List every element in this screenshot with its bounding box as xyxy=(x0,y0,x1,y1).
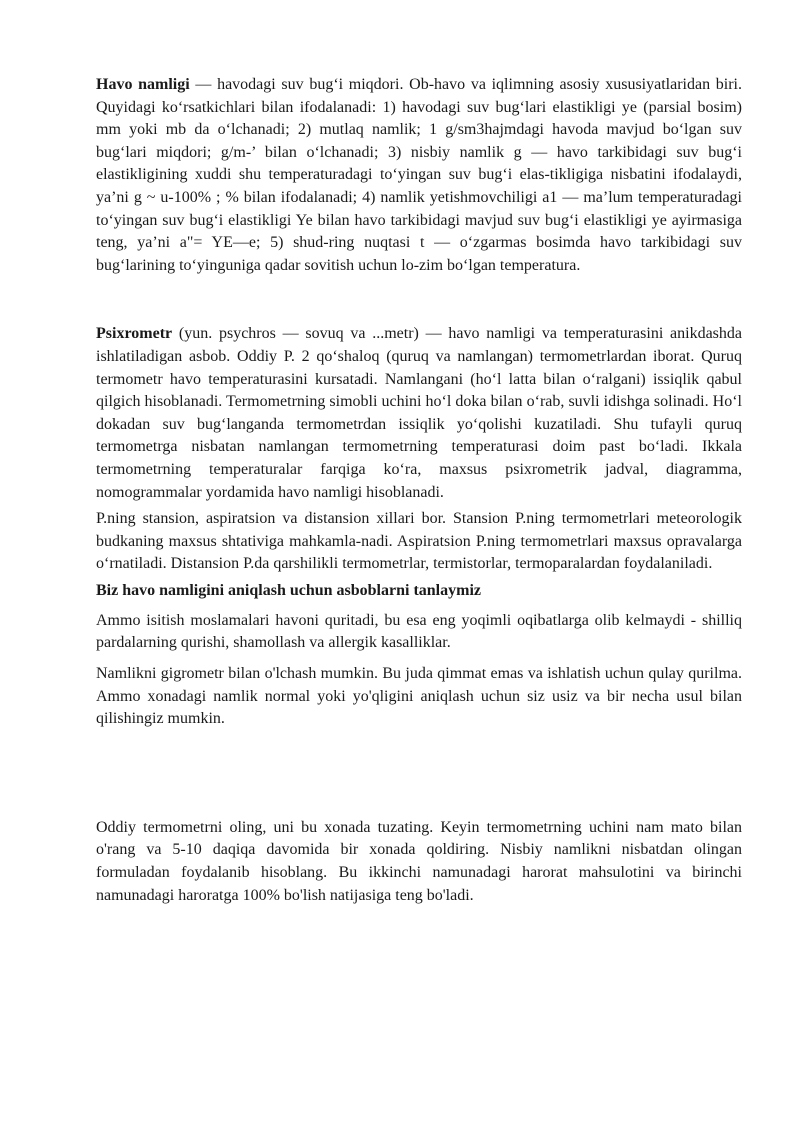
paragraph-psixrometr-types: P.ning stansion, aspiratsion va distansion xillari bor. Stansion P.ning termometrlari meteorologik budkaning maxsus shtativiga mahkamla-nadi. Aspiratsion P.ning termometrlari maxsus opravalarga o‘rnatiladi. Distansion P.da qarshilikli termometrlar, termistorlar, termoparalardan foydalaniladi. xyxy=(96,510,742,573)
document-page xyxy=(96,74,742,907)
paragraph-psixrometr xyxy=(96,323,742,504)
term-psixrometr: Psixrometr xyxy=(96,325,173,343)
paragraph-hygrometer: Namlikni gigrometr bilan o'lchash mumkin. Bu juda qimmat emas va ishlatish uchun qulay qurilma. Ammo xonadagi namlik normal yoki yo'qligini aniqlash uchun siz usiz va bir necha usul bilan qilishingiz mumkin. xyxy=(96,665,742,728)
section-heading: Biz havo namligini aniqlash uchun asboblarni tanlaymiz xyxy=(96,581,481,599)
paragraph-havo-namligi-text: — havodagi suv bug‘i miqdori. Ob-havo va iqlimning asosiy xususiyatlaridan biri. Quyidagi ko‘rsatkichlari bilan ifodalanadi: 1) havodagi suv bug‘lari elastikligi ye (parsial bosim) mm yoki mb da o‘lchanadi; 2) mutlaq namlik; 1 g/sm3hajmdagi havoda mavjud bo‘lgan suv bug‘lari miqdori; g/m-’ bilan o‘lchanadi; 3) nisbiy namlik g — havo tarkibidagi suv bug‘i elastikligining xuddi shu temperaturadagi to‘yingan suv bug‘i elas-tikligiga nisbatini ifodalaydi, ya’ni g ~ u-100% ; % bilan ifodalanadi; 4) namlik yetishmovchiligi a1 — ma’lum temperaturadagi to‘yingan suv bug‘i elastikligi Ye bilan havo tarkibidagi mavjud suv bug‘i elastikligi ye ayirmasiga teng, ya’ni a"= YE—e; 5) shud-ring nuqtasi t — o‘zgarmas bosimda havo tarkibidagi suv bug‘larining to‘yinguniga qadar sovitish uchun lo-zim bo‘lgan temperatura. xyxy=(96,76,742,274)
paragraph-psixrometr-text: (yun. psychros — sovuq va ...metr) — havo namligi va temperaturasini anikdashda ishlatiladigan asbob. Oddiy P. 2 qo‘shaloq (quruq va namlangan) termometrlardan iborat. Quruq termometr havo temperaturasini kursatadi. Namlangani (ho‘l latta bilan o‘ralgani) issiqlik qabul qilgich hisoblanadi. Termometrning simobli uchini ho‘l doka bilan o‘rab, suvli idishga solinadi. Ho‘l dokadan suv bug‘langanda termometrdan issiqlik yo‘qolishi kuzatiladi. Shu tufayli quruq termometrga nisbatan namlangan termometrning temperaturasi doim past bo‘ladi. Ikkala termometrning temperaturalar farqiga ko‘ra, maxsus psixrometrik jadval, diagramma, nomogrammalar yordamida havo namligi hisoblanadi. xyxy=(96,325,742,501)
paragraph-heating: Ammo isitish moslamalari havoni quritadi, bu esa eng yoqimli oqibatlarga olib kelmaydi - shilliq pardalarning qurishi, shamollash va allergik kasalliklar. xyxy=(96,611,742,652)
paragraph-thermometer-method: Oddiy termometrni oling, uni bu xonada tuzating. Keyin termometrning uchini nam mato bilan o'rang va 5-10 daqiqa davomida bir xonada qoldiring. Nisbiy namlikni nisbatdan olingan formuladan foydalanib hisoblang. Bu ikkinchi namunadagi harorat mahsulotini va birinchi namunadagi haroratga 100% bo'lish natijasiga teng bo'ladi. xyxy=(96,818,742,904)
paragraph-havo-namligi xyxy=(96,74,742,277)
term-havo-namligi: Havo namligi xyxy=(96,76,190,93)
